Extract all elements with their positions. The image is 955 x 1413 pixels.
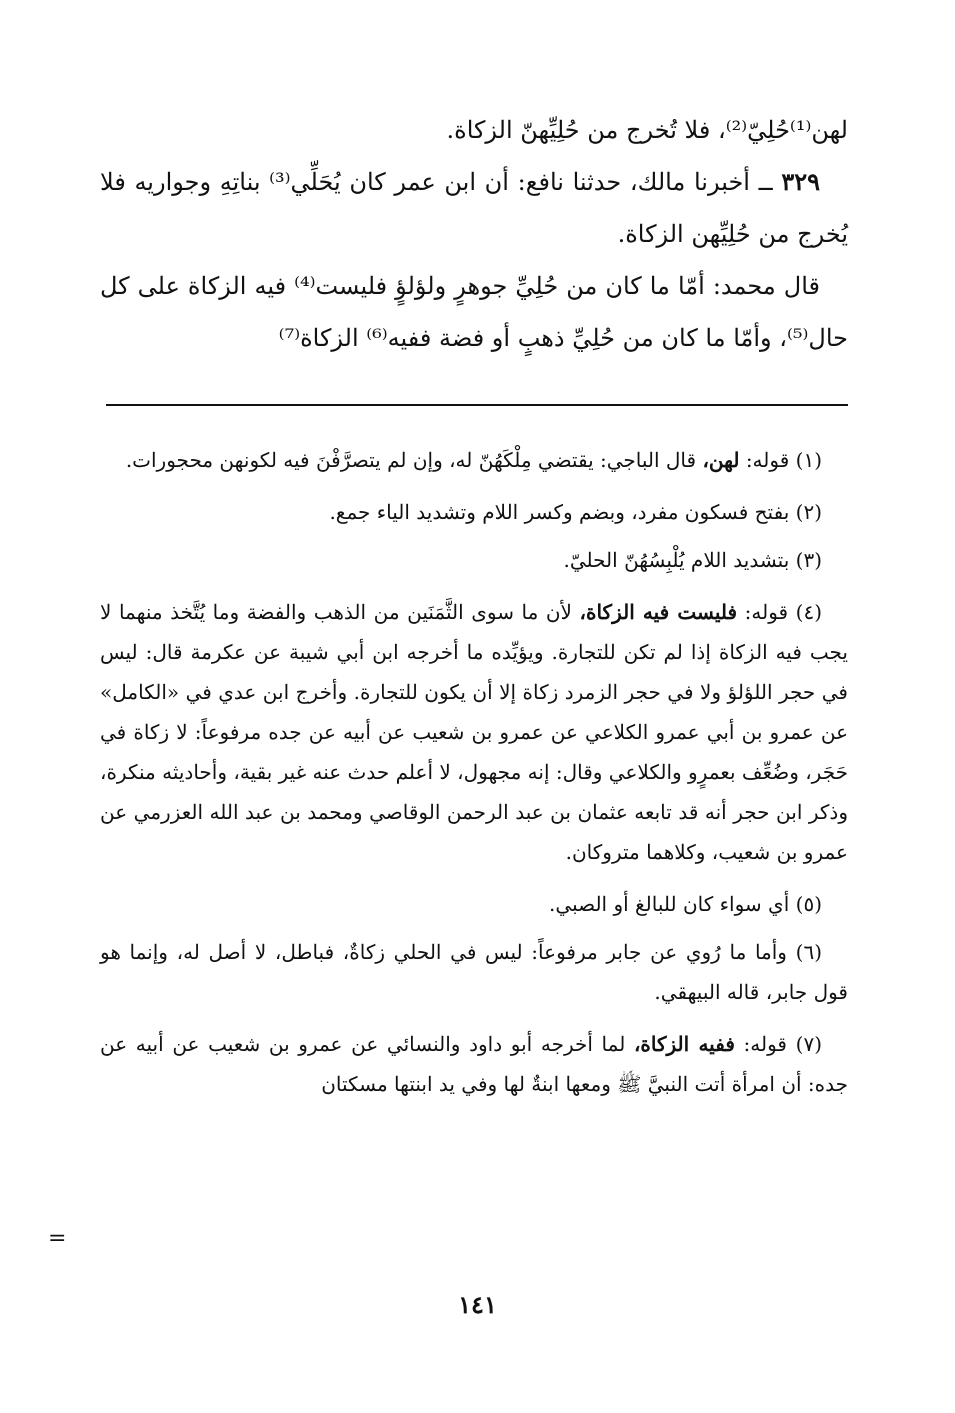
footnote-text: لأن ما سوى الثَّمَنَين من الذهب والفضة وما يُتَّخذ منهما لا يجب فيه الزكاة إذا لم تكن للتجارة. ويؤيِّده ما أخرجه ابن أبي شيبة عن عكرمة قال: ليس في حجر اللؤلؤ ولا في حجر الزمرد زكاة إلا أن يكون للتجارة. وأخرج ابن عدي في «الكامل» عن عمرو بن أبي عمرو الكلاعي عن عمرو بن شعيب عن أبيه عن جده مرفوعاً: لا زكاة في حَجَر، وضُعِّف بعمرٍو والكلاعي وقال: إنه مجهول، لا أعلم حدث عنه غير بقية، وأحاديثه منكرة، وذكر ابن حجر أنه قد تابعه عثمان بن عبد الرحمن الوقاصي ومحمد بن عبد الله العزرمي عن عمرو بن شعيب، وكلاهما متروكان. xyxy=(99,600,848,864)
footnote-text: بفتح فسكون مفرد، وبضم وكسر اللام وتشديد الياء جمع. xyxy=(329,500,790,524)
footnote-number: (٦) xyxy=(795,940,822,964)
footnote-text: لما أخرجه أبو داود والنسائي عن عمرو بن شعيب عن أبيه عن جده: أن امرأة أتت النبيَّ ﷺ ومعها ابنةٌ لها وفي يد ابنتها مسكتان xyxy=(100,1032,848,1096)
page-number: ١٤١ xyxy=(458,1290,497,1319)
footnote-number: (٤) xyxy=(795,600,823,624)
continuation-mark: = xyxy=(48,1226,67,1251)
footnote-2 xyxy=(100,492,848,532)
muhammad-label: قال محمد: xyxy=(712,272,820,300)
footnote-text: أي سواء كان للبالغ أو الصبي. xyxy=(549,892,790,916)
footnote-number: (٥) xyxy=(795,892,822,916)
footnote-number: (١) xyxy=(795,448,822,472)
footnote-number: (٧) xyxy=(795,1032,823,1056)
footnote-number: (٢) xyxy=(795,500,822,524)
footnotes xyxy=(100,440,848,1116)
footnote-keyword: فليست فيه الزكاة، xyxy=(579,600,738,624)
hadith-text: ــ أخبرنا مالك، حدثنا نافع: أن ابن عمر كان يُحَلِّي⁽³⁾ بناتِهِ وجواريه فلا يُخرج من حُلِيِّهن الزكاة. xyxy=(100,168,848,248)
footnote-keyword: ففيه الزكاة، xyxy=(633,1032,735,1056)
muhammad-text: أمّا ما كان من حُلِيِّ جوهرٍ ولؤلؤٍ فليست⁽⁴⁾ فيه الزكاة على كل حال⁽⁵⁾، وأمّا ما كان من حُلِيِّ ذهبٍ أو فضة ففيه⁽⁶⁾ الزكاة⁽⁷⁾ xyxy=(100,272,848,352)
footnote-6 xyxy=(100,932,848,1012)
main-text xyxy=(100,104,848,364)
footnote-lead: قوله: xyxy=(745,448,790,472)
footnote-text: قال الباجي: يقتضي مِلْكَهُنّ له، وإن لم يتصرَّفْنَ فيه لكونهن محجورات. xyxy=(125,448,697,472)
footnote-keyword: لهن، xyxy=(702,448,740,472)
muhammad-paragraph xyxy=(100,260,848,364)
footnote-divider xyxy=(106,404,848,406)
hadith-number: ٣٢٩ xyxy=(781,167,820,196)
footnote-text: بتشديد اللام يُلْبِسُهُنّ الحليّ. xyxy=(563,548,790,572)
footnote-7 xyxy=(100,1024,848,1104)
footnote-lead: قوله: xyxy=(743,1032,787,1056)
footnote-5 xyxy=(100,884,848,924)
footnote-number: (٣) xyxy=(795,548,822,572)
hadith-paragraph xyxy=(100,156,848,260)
main-line-continuation xyxy=(100,104,848,156)
footnote-lead: قوله: xyxy=(744,600,789,624)
footnote-3 xyxy=(100,540,848,580)
continuation-text: لهن⁽¹⁾حُلِيّ⁽²⁾، فلا تُخرج من حُلِيِّهنّ الزكاة. xyxy=(446,116,848,144)
footnote-4 xyxy=(100,592,848,872)
footnote-text: وأما ما رُوي عن جابر مرفوعاً: ليس في الحلي زكاةٌ، فباطل، لا أصل له، وإنما هو قول جابر، قاله البيهقي. xyxy=(100,940,848,1004)
footnote-1 xyxy=(100,440,848,480)
